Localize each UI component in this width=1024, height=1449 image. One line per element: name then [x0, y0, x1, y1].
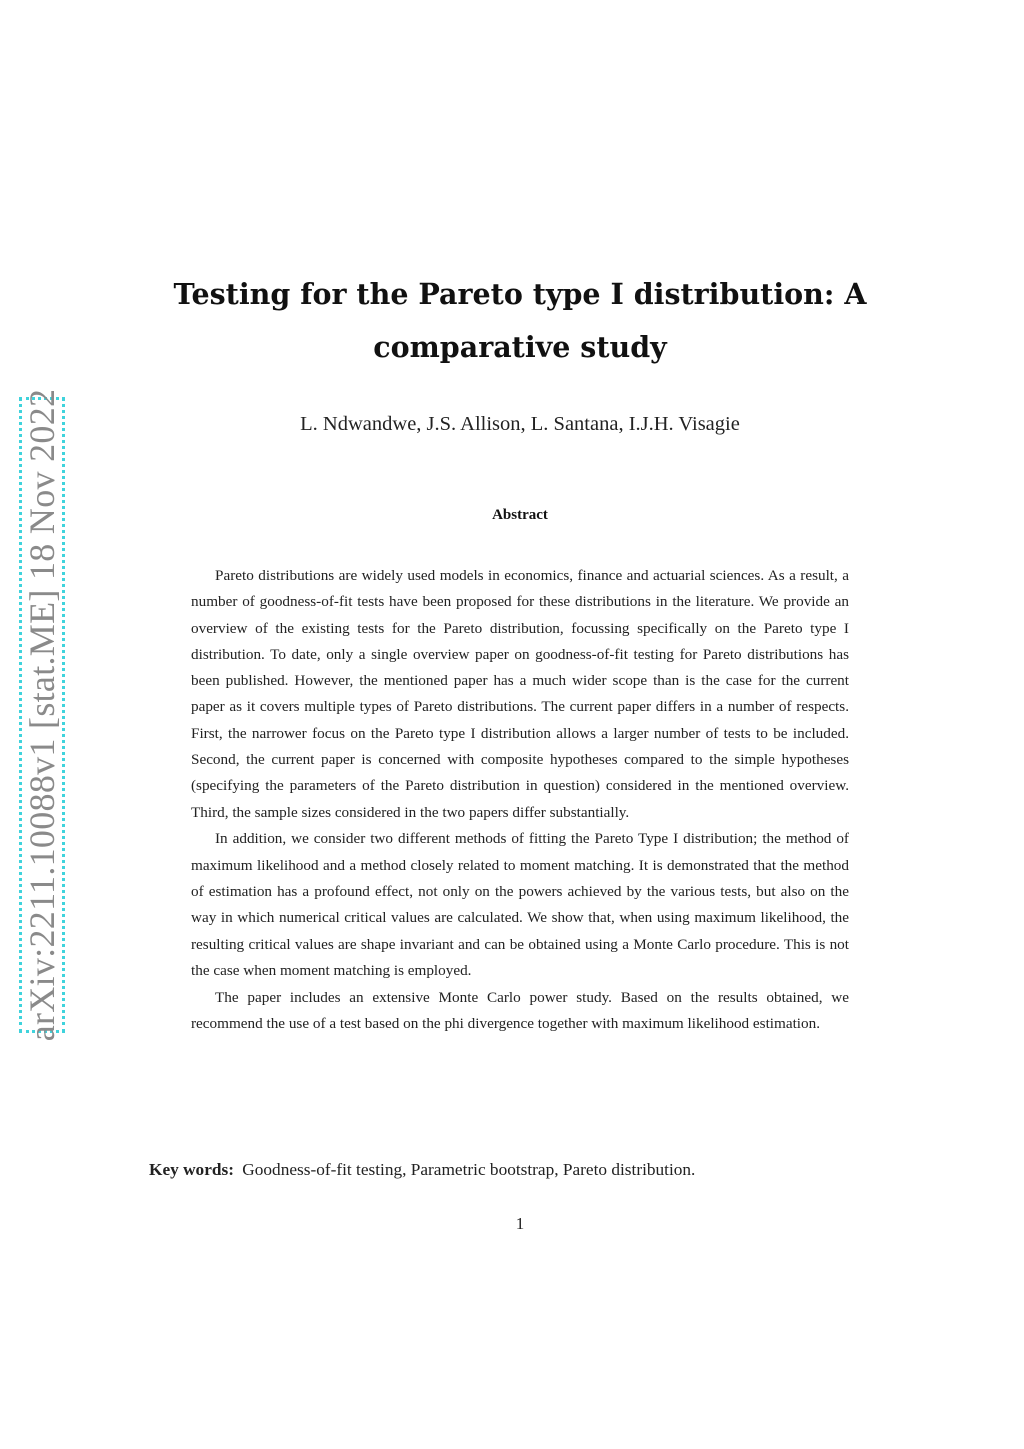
paper-title — [150, 268, 890, 374]
title-line-2: comparative study — [373, 330, 667, 364]
abstract-paragraph: The paper includes an extensive Monte Carlo power study. Based on the results obtained, we recommend the use of a test based on the phi divergence together with maximum likelihood estimation. — [191, 988, 849, 1032]
authors: L. Ndwandwe, J.S. Allison, L. Santana, I.J.H. Visagie — [300, 413, 740, 435]
abstract-body — [191, 563, 849, 1038]
keywords-label: Key words: — [149, 1160, 234, 1179]
title-line-1: Testing for the Pareto type I distribution: A — [173, 277, 867, 311]
abstract-paragraph: In addition, we consider two different methods of fitting the Pareto Type I distribution; the method of maximum likelihood and a method closely related to moment matching. It is demonstrated that the method of estimation has a profound effect, not only on the powers achieved by the various tests, but also on the way in which numerical critical values are calculated. We show that, when using maximum likelihood, the resulting critical values are shape invariant and can be obtained using a Monte Carlo procedure. This is not the case when moment matching is employed. — [191, 830, 849, 979]
page-number: 1 — [515, 1214, 525, 1233]
abstract-heading: Abstract — [492, 507, 548, 523]
arxiv-identifier: arXiv:2211.10088v1 [stat.ME] 18 Nov 2022 — [22, 388, 62, 1042]
abstract-paragraph: Pareto distributions are widely used models in economics, finance and actuarial sciences. As a result, a number of goodness-of-fit tests have been proposed for these distributions in the literature. We provide an overview of the existing tests for the Pareto distribution, focussing specifically on the Pareto type I distribution. To date, only a single overview paper on goodness-of-fit testing for Pareto distributions has been published. However, the mentioned paper has a much wider scope than is the case for the current paper as it covers multiple types of Pareto distributions. The current paper differs in a number of respects. First, the narrower focus on the Pareto type I distribution allows a larger number of tests to be included. Second, the current paper is concerned with composite hypotheses compared to the simple hypotheses (specifying the parameters of the Pareto distribution in question) considered in the mentioned overview. Third, the sample sizes considered in the two papers differ substantially. — [191, 567, 849, 821]
keywords-text: Goodness-of-fit testing, Parametric bootstrap, Pareto distribution. — [242, 1160, 696, 1179]
arxiv-stamp — [19, 388, 65, 1042]
keywords — [149, 1160, 889, 1180]
